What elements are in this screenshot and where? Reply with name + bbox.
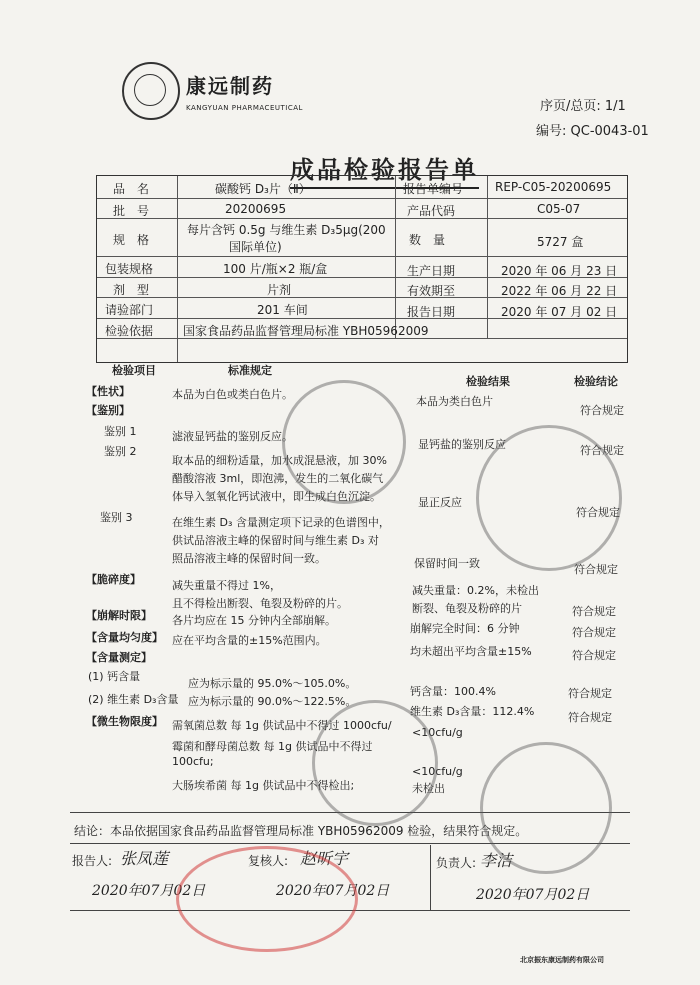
id1-con: 符合规定 xyxy=(580,444,624,457)
basis-value: 国家食品药品监督管理局标准 YBH05962009 xyxy=(183,324,429,338)
friability-std-2: 且不得检出断裂、龟裂及粉碎的片。 xyxy=(172,597,348,610)
qty-value: 5727 盒 xyxy=(537,235,584,249)
microbial-res-2: <10cfu/g xyxy=(412,765,463,778)
id3-res: 保留时间一致 xyxy=(414,557,480,570)
disintegration-res: 崩解完全时间：6 分钟 xyxy=(410,622,520,635)
id1-label: 鉴别 1 xyxy=(104,425,137,438)
vitd3-std: 应为标示量的 90.0%～122.5%。 xyxy=(188,695,357,708)
page-info: 序页/总页: 1/1 xyxy=(540,99,626,114)
reporter-signature: 张凤莲 xyxy=(120,849,169,868)
uniformity-std: 应在平均含量的±15%范围内。 xyxy=(172,634,327,647)
report-date-value: 2020 年 07 月 02 日 xyxy=(501,305,618,319)
friability-std-1: 减失重量不得过 1%， xyxy=(172,579,281,592)
appearance-con: 符合规定 xyxy=(580,404,624,417)
spec-label: 规 格 xyxy=(113,233,150,247)
id3-std-1: 在维生素 D₃ 含量测定项下记录的色谱图中， xyxy=(172,516,390,529)
vitd3-res: 维生素 D₃含量：112.4% xyxy=(410,705,535,718)
manager-signature: 李洁 xyxy=(480,851,513,870)
microbial-res-3: 未检出 xyxy=(412,782,445,795)
id1-std: 滤液显钙盐的鉴别反应。 xyxy=(172,430,293,443)
company-name-en: KANGYUAN PHARMACEUTICAL xyxy=(186,104,303,112)
pack-value: 100 片/瓶×2 瓶/盒 xyxy=(223,262,328,276)
vitd3-con: 符合规定 xyxy=(568,711,612,724)
uniformity-res: 均未超出平均含量±15% xyxy=(410,645,532,658)
reviewer-date: 2020年07月02日 xyxy=(276,883,390,899)
vitd3-label: (2) 维生素 D₃含量 xyxy=(88,693,179,706)
expiry-label: 有效期至 xyxy=(407,284,456,298)
microbial-std-1: 需氧菌总数 每 1g 供试品中不得过 1000cfu/ xyxy=(172,719,392,732)
id3-std-3: 照品溶液主峰的保留时间一致。 xyxy=(172,552,326,565)
uniformity-con: 符合规定 xyxy=(572,649,616,662)
reporter-label: 报告人: xyxy=(72,854,113,868)
id2-std-1: 取本品的细粉适量，加水成混悬液，加 30% xyxy=(172,454,387,467)
disintegration-std: 各片均应在 15 分钟内全部崩解。 xyxy=(172,614,336,627)
expiry-value: 2022 年 06 月 22 日 xyxy=(501,284,618,298)
calcium-std: 应为标示量的 95.0%～105.0%。 xyxy=(188,677,357,690)
batch-label: 批 号 xyxy=(113,204,150,218)
ident-label: 【鉴别】 xyxy=(86,404,130,417)
appearance-std: 本品为白色或类白色片。 xyxy=(172,388,293,401)
form-label: 剂 型 xyxy=(113,283,150,297)
id2-std-2: 醋酸溶液 3ml，即泡沸，发生的二氧化碳气 xyxy=(172,472,384,485)
friability-label: 【脆碎度】 xyxy=(86,573,141,586)
id2-con: 符合规定 xyxy=(576,506,620,519)
document-number: 编号: QC-0043-01 xyxy=(536,124,649,139)
id3-label: 鉴别 3 xyxy=(100,511,133,524)
id2-label: 鉴别 2 xyxy=(104,445,137,458)
col-result: 检验结果 xyxy=(466,375,510,388)
appearance-res: 本品为类白色片 xyxy=(416,395,493,408)
col-item: 检验项目 xyxy=(112,364,156,377)
spec-value-line1: 每片含钙 0.5g 与维生素 D₃5μg(200 xyxy=(187,223,386,237)
info-table xyxy=(96,175,628,363)
stamp-company-seal xyxy=(480,742,612,874)
disintegration-label: 【崩解时限】 xyxy=(86,609,152,622)
batch-value: 20200695 xyxy=(225,202,287,216)
reviewer-label: 复核人: xyxy=(248,854,289,868)
microbial-label: 【微生物限度】 xyxy=(86,715,163,728)
company-name: 康远制药 xyxy=(186,74,274,98)
basis-label: 检验依据 xyxy=(105,324,154,338)
reviewer-signature: 赵昕宇 xyxy=(300,849,349,868)
friability-res-1: 减失重量：0.2%，未检出 xyxy=(412,584,539,597)
id2-res: 显正反应 xyxy=(418,496,462,509)
microbial-std-3: 100cfu; xyxy=(172,755,214,768)
calcium-label: (1) 钙含量 xyxy=(88,670,141,683)
code-value: C05-07 xyxy=(537,202,581,216)
calcium-con: 符合规定 xyxy=(568,687,612,700)
report-no-label: 报告单编号 xyxy=(403,182,464,196)
id2-std-3: 体导入氢氧化钙试液中，即生成白色沉淀。 xyxy=(172,490,381,503)
form-value: 片剂 xyxy=(267,283,292,297)
report-title: 成品检验报告单 xyxy=(290,150,479,189)
stamp-quality-dept xyxy=(312,700,438,826)
name-value: 碳酸钙 D₃片（Ⅱ） xyxy=(215,182,311,196)
id3-std-2: 供试品溶液主峰的保留时间与维生素 D₃ 对 xyxy=(172,534,379,547)
stamp-faded-1 xyxy=(282,380,406,504)
qty-label: 数 量 xyxy=(409,233,446,247)
id3-con: 符合规定 xyxy=(574,563,618,576)
reporter-date: 2020年07月02日 xyxy=(92,883,206,899)
col-conclusion: 检验结论 xyxy=(574,375,618,388)
manager-label: 负责人: xyxy=(436,856,477,870)
id1-res: 显钙盐的鉴别反应 xyxy=(418,438,506,451)
stamp-quality-oval xyxy=(176,846,358,952)
friability-res-2: 断裂、龟裂及粉碎的片 xyxy=(412,602,522,615)
spec-value-line2: 国际单位) xyxy=(229,240,282,254)
footer-company: 北京振东康远制药有限公司 xyxy=(520,956,604,964)
microbial-std-2: 霉菌和酵母菌总数 每 1g 供试品中不得过 xyxy=(172,740,373,753)
assay-label: 【含量测定】 xyxy=(86,651,152,664)
manager-date: 2020年07月02日 xyxy=(476,887,590,903)
microbial-std-4: 大肠埃希菌 每 1g 供试品中不得检出; xyxy=(172,779,355,792)
prod-date-label: 生产日期 xyxy=(407,264,456,278)
appearance-label: 【性状】 xyxy=(86,385,130,398)
dept-label: 请验部门 xyxy=(105,303,154,317)
code-label: 产品代码 xyxy=(407,204,456,218)
report-date-label: 报告日期 xyxy=(407,305,456,319)
calcium-res: 钙含量：100.4% xyxy=(410,685,496,698)
logo-wave-icon xyxy=(134,74,166,106)
microbial-res-1: <10cfu/g xyxy=(412,726,463,739)
name-label: 品 名 xyxy=(113,182,150,196)
dept-value: 201 车间 xyxy=(257,303,308,317)
stamp-faded-2 xyxy=(476,425,622,571)
report-no-value: REP-C05-20200695 xyxy=(495,180,612,194)
prod-date-value: 2020 年 06 月 23 日 xyxy=(501,264,618,278)
friability-con: 符合规定 xyxy=(572,605,616,618)
conclusion-text: 结论：本品依据国家食品药品监督管理局标准 YBH05962009 检验，结果符合规定。 xyxy=(74,824,528,838)
col-standard: 标准规定 xyxy=(228,364,272,377)
uniformity-label: 【含量均匀度】 xyxy=(86,631,163,644)
pack-label: 包装规格 xyxy=(105,262,154,276)
disintegration-con: 符合规定 xyxy=(572,626,616,639)
